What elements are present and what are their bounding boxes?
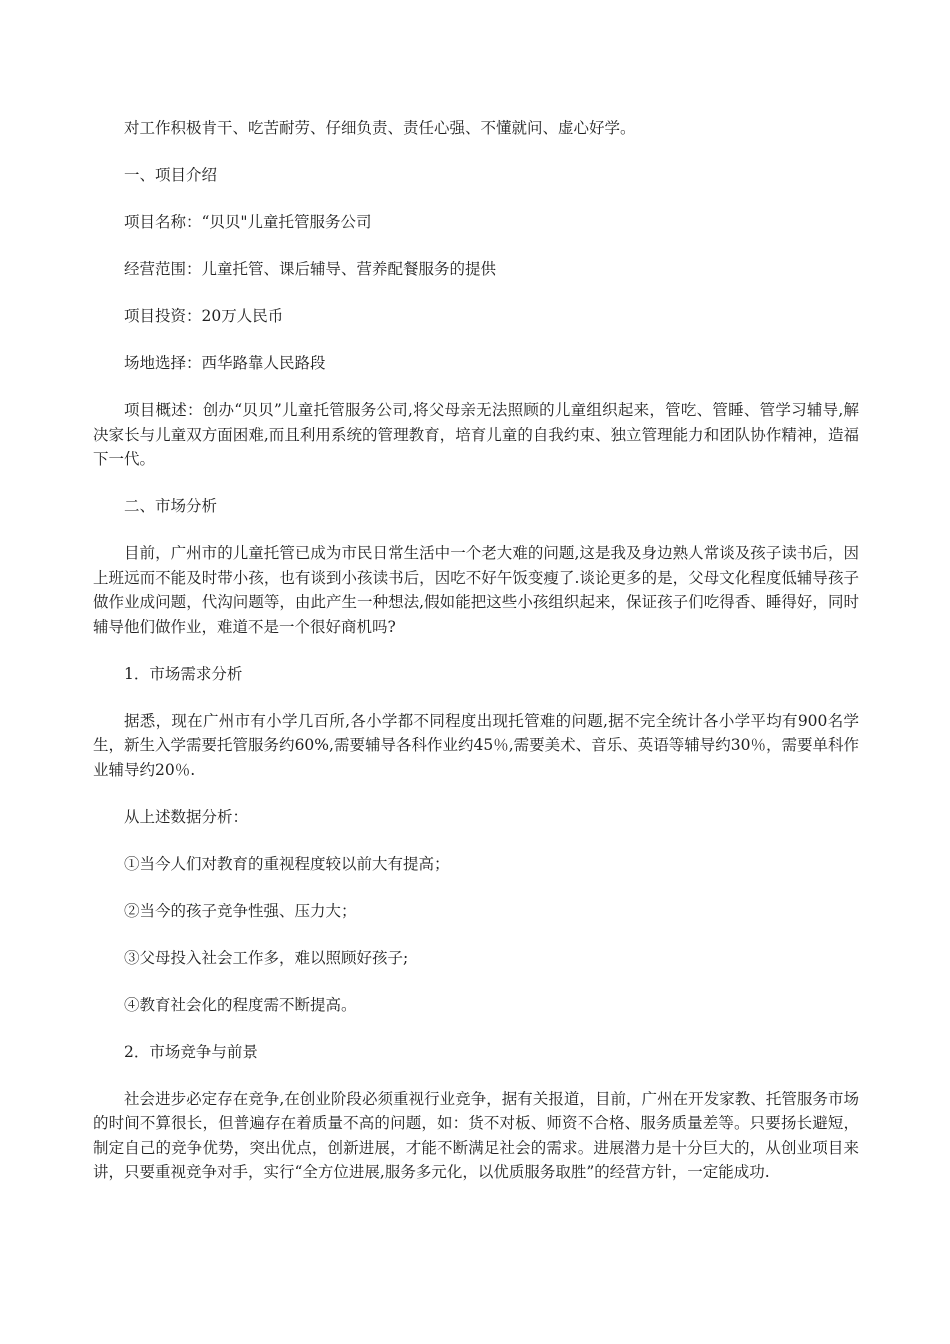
subheading-demand-analysis: 1．市场需求分析 xyxy=(124,664,243,683)
section-heading-market-analysis: 二、市场分析 xyxy=(124,497,218,515)
intro-line: 对工作积极肯干、吃苦耐劳、仔细负责、责任心强、不懂就问、虚心好学。 xyxy=(124,119,636,137)
analysis-point-3: ③父母投入社会工作多，难以照顾好孩子; xyxy=(124,948,409,967)
competition-prospects-text: 社会进步必定存在竞争,在创业阶段必须重视行业竞争，据有关报道，目前，广州在开发家教、托管服务市场的时间不算很长，但普遍存在着质量不高的问题，如：货不对板、师资不合格、服务质量差等。只要扬长避短，制定自己的竞争优势，突出优点，创新进展，才能不断满足社会的需求。进展潜力是十分巨大的，从创业项目来讲，只要重视竞争对手，实行“全方位进展,服务多元化，以优质服务取胜”的经营方针，一定能成功. xyxy=(93,1089,859,1181)
demand-statistics: 据悉，现在广州市有小学几百所,各小学都不同程度出现托管难的问题,据不完全统计各小学平均有900名学生，新生入学需要托管服务约60%,需要辅导各科作业约45％,需要美术、音乐、英语等辅导约30％，需要单科作业辅导约20％. xyxy=(93,711,859,779)
analysis-point-4: ④教育社会化的程度需不断提高。 xyxy=(124,995,357,1014)
project-overview: 项目概述：创办“贝贝”儿童托管服务公司,将父母亲无法照顾的儿童组织起来，管吃、管睡、管学习辅导,解决家长与儿童双方面困难,而且利用系统的管理教育，培育儿童的自我约束、独立管理能力和团队协作精神，造福下一代。 xyxy=(93,401,859,468)
market-background: 目前，广州市的儿童托管已成为市民日常生活中一个老大难的问题,这是我及身边熟人常谈及孩子读书后，因上班远而不能及时带小孩，也有谈到小孩读书后，因吃不好午饭变瘦了.谈论更多的是，父母文化程度低辅导孩子做作业成问题，代沟问题等，由此产生一种想法,假如能把这些小孩组织起来，保证孩子们吃得香、睡得好，同时辅导他们做作业，难道不是一个很好商机吗? xyxy=(93,544,859,636)
analysis-lead: 从上述数据分析： xyxy=(124,807,249,826)
analysis-point-1: ①当今人们对教育的重视程度较以前大有提高； xyxy=(124,854,450,873)
business-scope: 经营范围：儿童托管、课后辅导、营养配餐服务的提供 xyxy=(124,260,497,278)
document-body xyxy=(93,116,859,1207)
section-heading-project-intro: 一、项目介绍 xyxy=(124,166,218,184)
analysis-point-2: ②当今的孩子竞争性强、压力大； xyxy=(124,901,357,920)
site-selection: 场地选择：西华路靠人民路段 xyxy=(124,354,326,372)
project-investment: 项目投资：20万人民币 xyxy=(124,307,284,325)
project-name: 项目名称：“贝贝"儿童托管服务公司 xyxy=(124,213,372,231)
subheading-competition-prospects: 2．市场竞争与前景 xyxy=(124,1042,258,1061)
